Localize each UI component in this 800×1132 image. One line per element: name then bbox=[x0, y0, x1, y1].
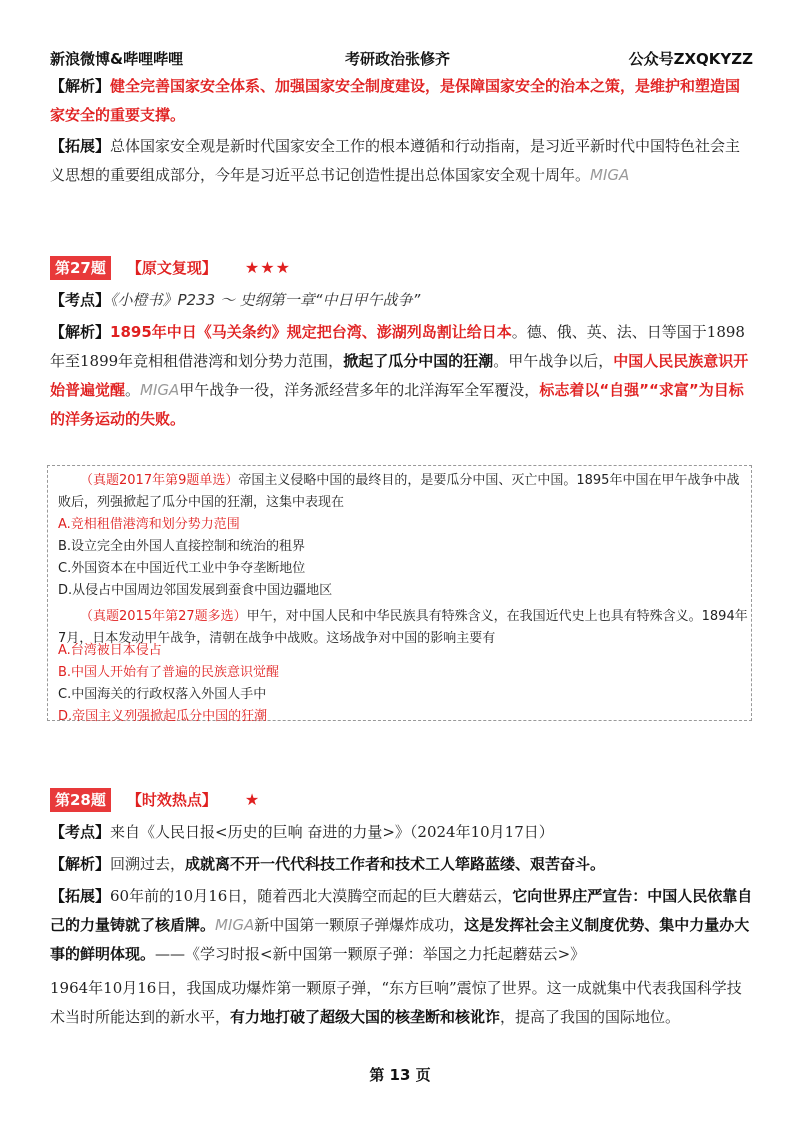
miga-mark: MIGA bbox=[140, 381, 180, 399]
point-text: 来自《人民日报<历史的巨响 奋进的力量>》（2024年10月17日） bbox=[110, 823, 554, 841]
extend-tag: 【拓展】 bbox=[50, 887, 111, 905]
q27-header bbox=[50, 256, 291, 282]
question-number: 第27题 bbox=[50, 256, 111, 280]
miga-mark: MIGA bbox=[590, 166, 630, 184]
q27-point bbox=[50, 286, 753, 315]
option-d: D.从侵占中国周边邻国发展到蚕食中国边疆地区 bbox=[58, 583, 333, 598]
analysis-text: 健全完善国家安全体系、加强国家安全制度建设，是保障国家安全的治本之策，是维护和塑造国家安全的重要支撑。 bbox=[50, 77, 741, 124]
analysis-highlight: 标志着以“自强”“求富”为目标的洋务运动的失败。 bbox=[50, 381, 744, 428]
prev-extend bbox=[50, 132, 753, 190]
extend-tag: 【拓展】 bbox=[50, 137, 111, 155]
question-stem: 帝国主义侵略中国的最终目的，是要瓜分中国、灭亡中国。1895年中国在甲午战争中战败后，列强掀起了瓜分中国的狂潮，这集中表现在 bbox=[58, 473, 740, 510]
question-source: （真题2017年第9题单选） bbox=[80, 473, 239, 488]
option-b: B.中国人开始有了普遍的民族意识觉醒 bbox=[58, 665, 280, 680]
analysis-text: 。德、俄、英、法、日等国于1898年至1899年竞相租借港湾和划分势力范围， bbox=[50, 323, 745, 370]
question-stem: 甲午，对中国人民和中华民族具有特殊含义，在我国近代史上也具有特殊含义。1894年7月，日本发动甲午战争，清朝在战争中战败。这场战争对中国的影响主要有 bbox=[58, 609, 748, 646]
paragraph-text: ，提高了我国的国际地位。 bbox=[500, 1008, 681, 1026]
question-category: 【原文复现】 bbox=[126, 259, 217, 277]
prev-analysis bbox=[50, 72, 753, 130]
option-c: C.外国资本在中国近代工业中争夺垄断地位 bbox=[58, 561, 306, 576]
question-number: 第28题 bbox=[50, 788, 111, 812]
analysis-tag: 【解析】 bbox=[50, 855, 111, 873]
star-rating: ★★★ bbox=[244, 258, 291, 277]
option-a: A.台湾被日本侵占 bbox=[58, 643, 162, 658]
analysis-tag: 【解析】 bbox=[50, 77, 111, 95]
question-source: （真题2015年第27题多选） bbox=[80, 609, 247, 624]
extend-text: 总体国家安全观是新时代国家安全工作的根本遵循和行动指南，是习近平新时代中国特色社会主义思想的重要组成部分，今年是习近平总书记创造性提出总体国家安全观十周年。 bbox=[50, 137, 741, 184]
option-b: B.设立完全由外国人直接控制和统治的租界 bbox=[58, 539, 306, 554]
point-tag: 【考点】 bbox=[50, 291, 111, 309]
paragraph-bold: 有力地打破了超级大国的核垄断和核讹诈 bbox=[230, 1008, 501, 1026]
analysis-bold: 掀起了瓜分中国的狂潮 bbox=[343, 352, 494, 370]
q28-point bbox=[50, 818, 753, 847]
header-left: 新浪微博&哔哩哔哩 bbox=[50, 50, 184, 68]
analysis-bold: 成就离不开一代代科技工作者和技术工人筚路蓝缕、艰苦奋斗。 bbox=[185, 855, 606, 873]
page-number: 第 13 页 bbox=[369, 1066, 431, 1084]
extend-text: 新中国第一颗原子弹爆炸成功， bbox=[254, 916, 465, 934]
miga-mark: MIGA bbox=[215, 916, 255, 934]
option-c: C.中国海关的行政权落入外国人手中 bbox=[58, 687, 267, 702]
q27-analysis bbox=[50, 318, 753, 434]
analysis-tag: 【解析】 bbox=[50, 323, 111, 341]
page-header bbox=[50, 48, 753, 74]
analysis-text: 甲午战争一役，洋务派经营多年的北洋海军全军覆没， bbox=[179, 381, 540, 399]
analysis-text: 。甲午战争以后， bbox=[493, 352, 614, 370]
analysis-highlight: 1895年中日《马关条约》规定把台湾、澎湖列岛割让给日本 bbox=[110, 323, 512, 341]
analysis-highlight: 中国人民民族意识开始普遍觉醒 bbox=[50, 352, 749, 399]
q28-paragraph bbox=[50, 974, 753, 1032]
header-right: 公众号ZXQKYZZ bbox=[628, 50, 753, 68]
header-center: 考研政治张修齐 bbox=[345, 50, 451, 68]
extend-bold: 它向世界庄严宣告：中国人民依靠自己的力量铸就了核盾牌。 bbox=[50, 887, 753, 934]
q28-header bbox=[50, 788, 260, 814]
q28-extend bbox=[50, 882, 753, 969]
option-a: A.竞相租借港湾和划分势力范围 bbox=[58, 517, 240, 532]
q28-analysis bbox=[50, 850, 753, 879]
paragraph-text: 1964年10月16日，我国成功爆炸第一颗原子弹，“东方巨响”震惊了世界。这一成就集中代表我国科学技术当时所能达到的新水平， bbox=[50, 979, 742, 1026]
point-text: 《小橙书》P233 ～ 史纲第一章“中日甲午战争” bbox=[110, 291, 421, 309]
analysis-text: 。 bbox=[125, 381, 141, 399]
analysis-text: 回溯过去， bbox=[110, 855, 186, 873]
option-d: D.帝国主义列强掀起瓜分中国的狂潮 bbox=[58, 709, 268, 724]
question-category: 【时效热点】 bbox=[126, 791, 217, 809]
star-rating: ★ bbox=[244, 790, 261, 809]
extend-source: ——《学习时报<新中国第一颗原子弹：举国之力托起蘑菇云>》 bbox=[155, 945, 586, 963]
past-question-2017 bbox=[58, 470, 748, 514]
point-tag: 【考点】 bbox=[50, 823, 111, 841]
extend-bold: 这是发挥社会主义制度优势、集中力量办大事的鲜明体现。 bbox=[50, 916, 750, 963]
extend-text: 60年前的10月16日，随着西北大漠腾空而起的巨大蘑菇云， bbox=[110, 887, 513, 905]
